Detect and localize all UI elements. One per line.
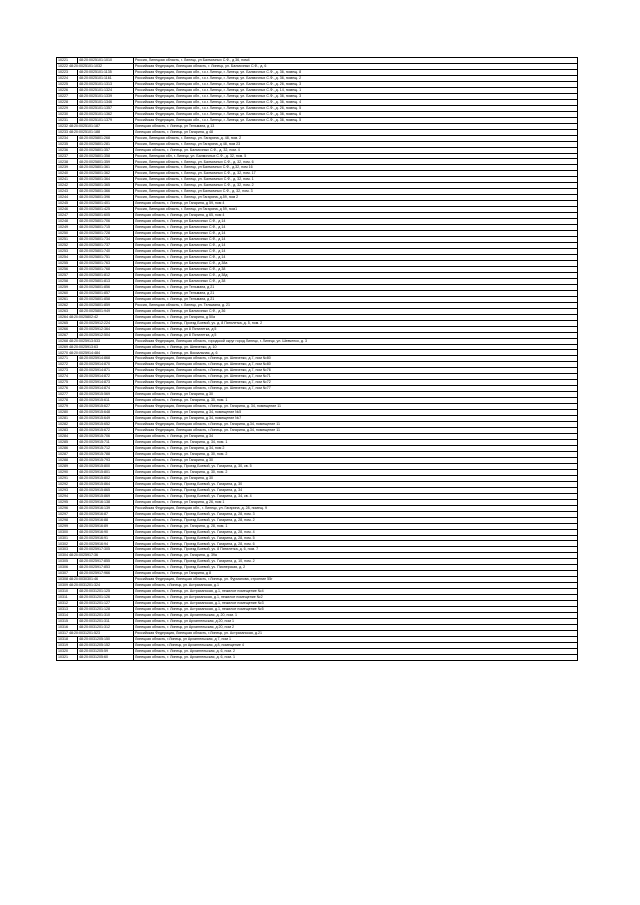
row-number-cell: 10300 bbox=[57, 529, 78, 535]
row-number-cell: 10242 bbox=[57, 183, 78, 189]
cadastral-number-cell: 48:20:0025917:853 bbox=[78, 565, 134, 571]
address-cell: Липецкая область, г. Липецк, Проезд Боевой, уч. Гагарина, д. 30, кв. 5 bbox=[134, 463, 578, 469]
cadastral-number-cell: 48:20:0025801:737 bbox=[78, 243, 134, 249]
row-number-cell: 10254 bbox=[57, 254, 78, 260]
address-cell: Липецкая область, г. Липецк, ул Балмочных С.Ф., д 38 bbox=[134, 278, 578, 284]
cadastral-number-cell: 48:20:0025801:813 bbox=[78, 278, 134, 284]
cadastral-number-cell: 48:20:0025101:1357 bbox=[78, 105, 134, 111]
row-number-cell: 10234 bbox=[57, 135, 78, 141]
address-cell: Россия, Липецкая область, г. Липецк, ул. Балмочных С.Ф., д. 32, пом. 1 bbox=[134, 177, 578, 183]
row-number-cell: 10235 bbox=[57, 141, 78, 147]
cadastral-number-cell: 48:20:0031205:150 bbox=[78, 636, 134, 642]
row-number-cell: 10265 bbox=[57, 320, 78, 326]
row-number-cell: 10295 bbox=[57, 499, 78, 505]
address-cell: Липецкая область, г. Липецк, ул. Гагарина, д. 30, пом. 2 bbox=[134, 469, 578, 475]
cadastral-number-cell: 48:20:0025801:763 bbox=[78, 260, 134, 266]
address-cell: Липецкая область, г.Липецк, ул Архангельская, д 7, пом 1 bbox=[134, 636, 578, 642]
row-number-cell: 10241 bbox=[57, 177, 78, 183]
address-cell: Российская Федерация, Липецкая обл., г.о.г. Липецк, г. Липецк, ул. Балмочных С.Ф., д. 36, помещ. 8 bbox=[134, 69, 578, 75]
cadastral-number-cell: 48:20:0025915:802 bbox=[78, 475, 134, 481]
address-cell: Россия, Липецкая область, г. Липецк, ул. Балмочных С.Ф., д. 32, пом. 2 bbox=[134, 183, 578, 189]
row-number-and-cadastral-cell: 10309 48:20:0031201:324 bbox=[57, 583, 134, 589]
address-cell: Липецкая область, г. Липецк, ул Гагарина, д 30 bbox=[134, 475, 578, 481]
cadastral-number-cell: 48:20:0025914:868 bbox=[78, 356, 134, 362]
address-cell: Российская Федерация, Липецкая обл., г. Липецк, ул. Гагарина, д. 28, помещ. 9 bbox=[134, 505, 578, 511]
cadastral-number-cell: 48:20:0025801:366 bbox=[78, 189, 134, 195]
address-cell: Липецкая область, г. Липецк, Проезд Боевой, уч. д. 8 Пятилетка, д. 5, пом. 2 bbox=[134, 320, 578, 326]
address-cell: Россия, Липецкая область, г. Липецк, ул. Балмочных С.Ф., д. 32, пом. 17 bbox=[134, 171, 578, 177]
address-cell: Российская Федерация, Липецкая обл., г.о.г. Липецк, г. Липецк, ул. Балмочных С.Ф., д. 36, помещ. 6 bbox=[134, 111, 578, 117]
address-cell: Липецкая область, г. Липецк, ул. Гагарина, д. 39а bbox=[134, 553, 578, 559]
row-number-cell: 10278 bbox=[57, 398, 78, 404]
address-cell: Липецкая область, г. Липецк, ул. Шевченко, д. 10 bbox=[134, 344, 578, 350]
cadastral-number-cell: 48:20:0025101:1313 bbox=[78, 81, 134, 87]
cadastral-number-cell: 48:20:0031201:312 bbox=[78, 625, 134, 631]
address-cell: Липецкая область, г. Липецк, Проезд Боевой, уч. 8 Пятилетка, д. 6, пом. 7 bbox=[134, 547, 578, 553]
row-number-cell: 10247 bbox=[57, 213, 78, 219]
table-row bbox=[57, 654, 578, 660]
address-cell: Липецкая область, г. Липецк, ул. Астраханская, д.1, нежилое помещение №4 bbox=[134, 589, 578, 595]
row-number-cell: 10221 bbox=[57, 58, 78, 64]
row-number-cell: 10293 bbox=[57, 487, 78, 493]
cadastral-number-cell: 48:20:0025915:712 bbox=[78, 445, 134, 451]
cadastral-number-cell: 48:20:0025101:1346 bbox=[78, 99, 134, 105]
cadastral-number-cell: 48:20:0025912:504 bbox=[78, 332, 134, 338]
row-number-cell: 10280 bbox=[57, 410, 78, 416]
cadastral-number-cell: 48:20:0025101:1161 bbox=[78, 75, 134, 81]
address-cell: Липецкая область, г. Липецк, ул Балмочных С.Ф., д 14 bbox=[134, 249, 578, 255]
cadastral-number-cell: 48:20:0025801:768 bbox=[78, 266, 134, 272]
row-number-and-cadastral-cell: 10232 48:20:0025101:187 bbox=[57, 123, 134, 129]
row-number-cell: 10275 bbox=[57, 380, 78, 386]
row-number-cell: 10303 bbox=[57, 547, 78, 553]
cadastral-number-cell: 48:20:0025801:949 bbox=[78, 308, 134, 314]
address-cell: Липецкая область, г. Липецк, Проезд Боевой, уч. Гагарина, д. 30 bbox=[134, 481, 578, 487]
row-number-cell: 10319 bbox=[57, 642, 78, 648]
row-number-cell: 10223 bbox=[57, 69, 78, 75]
cadastral-number-cell: 48:20:0025801:359 bbox=[78, 159, 134, 165]
address-cell: Липецкая область, г. Липецк, ул. Гагарина, д. 30, пом. 1 bbox=[134, 398, 578, 404]
cadastral-number-cell: 48:20:0025801:268 bbox=[78, 135, 134, 141]
row-number-cell: 10267 bbox=[57, 332, 78, 338]
cadastral-number-cell: 48:20:0025801:605 bbox=[78, 213, 134, 219]
row-number-and-cadastral-cell: 10269 48:20:0025913:63 bbox=[57, 344, 134, 350]
address-cell: Липецкая область, г. Липецк, ул Балмочных С.Ф., д 14 bbox=[134, 219, 578, 225]
cadastral-number-cell: 48:20:0025801:857 bbox=[78, 290, 134, 296]
cadastral-number-cell: 48:20:0025915:706 bbox=[78, 434, 134, 440]
address-cell: Липецкая область, г. Липецк, ул Тельмана, д 21 bbox=[134, 284, 578, 290]
address-cell: Липецкая область, г. Липецк, ул Балмочных С.Ф., д 38а bbox=[134, 260, 578, 266]
row-number-cell: 10231 bbox=[57, 117, 78, 123]
address-cell: Россия, Липецкая область, г. Липецк, ул Балмочных С.Ф., д.32, пом 16 bbox=[134, 165, 578, 171]
row-number-cell: 10320 bbox=[57, 648, 78, 654]
row-number-cell: 10307 bbox=[57, 571, 78, 577]
cadastral-number-cell: 48:20:0025912:224 bbox=[78, 320, 134, 326]
address-cell: Липецкая область, г. Липецк, ул Балмочных С.Ф., д 14 bbox=[134, 225, 578, 231]
row-number-cell: 10263 bbox=[57, 308, 78, 314]
address-cell: Липецкая область, г. Липецк, ул Гагарина, д 48 bbox=[134, 129, 578, 135]
address-cell: Липецкая область, г. Липецк, ул 8 Пятилетка, д 5 bbox=[134, 332, 578, 338]
address-cell: Российская Федерация, Липецкая обл., г.о.г. Липецк, г. Липецк, ул. Балмочных С.Ф., д. 36, помещ. 2 bbox=[134, 75, 578, 81]
row-number-cell: 10251 bbox=[57, 237, 78, 243]
row-number-cell: 10279 bbox=[57, 404, 78, 410]
address-cell: Липецкая область, г. Липецк, ул Архангельская, д 20, пом 1 bbox=[134, 619, 578, 625]
row-number-cell: 10245 bbox=[57, 201, 78, 207]
address-cell: Россия, Липецкая область, г. Липецк, ул. Гагарина, д. 48, пом. 2 bbox=[134, 135, 578, 141]
row-number-cell: 10258 bbox=[57, 278, 78, 284]
address-cell: Липецкая область, г. Липецк, ул Гагарина, д 8 bbox=[134, 571, 578, 577]
cadastral-number-cell: 48:20:0025916:91 bbox=[78, 535, 134, 541]
address-cell: Липецкая область, г. Липецк, ул. Гагарина, д. 30, пом. 2 bbox=[134, 451, 578, 457]
row-number-cell: 10284 bbox=[57, 434, 78, 440]
address-cell: Липецкая область, г. Липецк, ул Гагарина, д 65, пом 4 bbox=[134, 213, 578, 219]
cadastral-number-cell: 48:20:0025801:365 bbox=[78, 183, 134, 189]
row-number-cell: 10252 bbox=[57, 243, 78, 249]
cadastral-number-cell: 48:20:0025101:1339 bbox=[78, 93, 134, 99]
address-cell: Липецкая область, г. Липецк, ул. Архангельская, д. 6, пом. 2 bbox=[134, 648, 578, 654]
address-cell: Липецкая область, г. Липецк, ул. Вокзальная, д. 6 bbox=[134, 350, 578, 356]
address-cell: Липецкая область, г. Липецк, ул Гагарина, д 30 bbox=[134, 392, 578, 398]
cadastral-number-cell: 48:20:0025916:89 bbox=[78, 523, 134, 529]
row-number-and-cadastral-cell: 10308 48:20:0030301:46 bbox=[57, 577, 134, 583]
address-cell: Российская Федерация, Липецкая область, г.Липецк, ул. Гагарина, д.34, помещение 11 bbox=[134, 422, 578, 428]
address-cell: Российская Федерация, Липецкая область, г.Липецк, ул. Шевченко, д.7, пом №72 bbox=[134, 380, 578, 386]
row-number-cell: 10291 bbox=[57, 475, 78, 481]
row-number-cell: 10290 bbox=[57, 469, 78, 475]
row-number-cell: 10299 bbox=[57, 523, 78, 529]
address-cell: Россия, Липецкая область, г. Липецк, ул Гагарина, д 48, пом 23 bbox=[134, 141, 578, 147]
cadastral-number-cell: 48:20:0031201:128 bbox=[78, 607, 134, 613]
row-number-and-cadastral-cell: 10304 48:20:0025917:36 bbox=[57, 553, 134, 559]
row-number-cell: 10240 bbox=[57, 171, 78, 177]
row-number-and-cadastral-cell: 10222 48:20:0025101:1032 bbox=[57, 63, 134, 69]
address-cell: Липецкая область, г. Липецк, ул Гагарина, д 34, помещение №7 bbox=[134, 416, 578, 422]
cadastral-number-cell: 48:20:0025916:90 bbox=[78, 529, 134, 535]
address-cell: Россия, Липецкая обл, г. Липецк, ул. Балмочных С.Ф., д. 32, пом. 5 bbox=[134, 153, 578, 159]
row-number-cell: 10321 bbox=[57, 654, 78, 660]
row-number-and-cadastral-cell: 10233 48:20:0025101:188 bbox=[57, 129, 134, 135]
cadastral-number-cell: 48:20:0025801:715 bbox=[78, 225, 134, 231]
cadastral-number-cell: 48:20:0025914:874 bbox=[78, 386, 134, 392]
cadastral-number-cell: 48:20:0025915:801 bbox=[78, 469, 134, 475]
address-cell: Россия, Липецкая область, г. Липецк, ул Гагарина, д 59, пом1 bbox=[134, 207, 578, 213]
row-number-cell: 10289 bbox=[57, 463, 78, 469]
address-cell: Липецкая область, г. Липецк, ул Гагарина, д 30 bbox=[134, 457, 578, 463]
row-number-cell: 10316 bbox=[57, 625, 78, 631]
address-cell: Липецкая область, г.Липецк, ул Архангельская, д 8, помещение 4 bbox=[134, 642, 578, 648]
cadastral-number-cell: 48:20:0025917:966 bbox=[78, 571, 134, 577]
cadastral-number-cell: 48:20:0025801:358 bbox=[78, 153, 134, 159]
row-number-cell: 10260 bbox=[57, 290, 78, 296]
address-cell: Россия, Липецкая область, г. Липецк, ул. Тельмана, д. 21 bbox=[134, 302, 578, 308]
cadastral-number-cell: 48:20:0025914:871 bbox=[78, 368, 134, 374]
cadastral-number-cell: 48:20:0025915:865 bbox=[78, 487, 134, 493]
address-cell: Липецкая область, г. Липецк, ул. Астраханская, д.1, нежилое помещение №3 bbox=[134, 601, 578, 607]
cadastral-number-cell: 48:20:0025101:1324 bbox=[78, 87, 134, 93]
row-number-cell: 10310 bbox=[57, 589, 78, 595]
row-number-cell: 10285 bbox=[57, 440, 78, 446]
address-cell: Российская Федерация, Липецкая обл., г.о.г. Липецк, г. Липецк, ул. Балмочных С.Ф., д. 36, помещ. 5 bbox=[134, 117, 578, 123]
cadastral-number-cell: 48:20:0025915:788 bbox=[78, 451, 134, 457]
address-cell: Липецкая область, г. Липецк, ул 8 Пятилетка, д 5 bbox=[134, 326, 578, 332]
address-cell: Липецкая область, г. Липецк, Проезд Боевой, уч. Гагарина, д. 28, пом. 5 bbox=[134, 535, 578, 541]
address-cell: Российская Федерация, Липецкая область, г.Липецк, ул. Гагарина, д.34, помещение 11 bbox=[134, 428, 578, 434]
row-number-cell: 10262 bbox=[57, 302, 78, 308]
row-number-cell: 10257 bbox=[57, 272, 78, 278]
row-number-cell: 10244 bbox=[57, 195, 78, 201]
cadastral-number-cell: 48:20:0025801:706 bbox=[78, 219, 134, 225]
address-cell: Липецкая область, г. Липецк, ул Балмочных С.Ф., д 36 bbox=[134, 308, 578, 314]
cadastral-number-cell: 48:20:0025916:87 bbox=[78, 511, 134, 517]
address-cell: Липецкая область, г. Липецк, ул Гагарина, д 34, помещение №5 bbox=[134, 410, 578, 416]
address-cell: Липецкая область, г. Липецк, ул. Астраханская, д.1, нежилое помещение №5 bbox=[134, 607, 578, 613]
row-number-cell: 10250 bbox=[57, 231, 78, 237]
address-cell: Липецкая область, г. Липецк, ул Гагарина, д 34 bbox=[134, 434, 578, 440]
address-cell: Липецкая область, г. Липецк, Проезд Боевой, уч. Гагарина, д. 28, пом. 3 bbox=[134, 511, 578, 517]
row-number-cell: 10288 bbox=[57, 457, 78, 463]
address-cell: Липецкая область, г. Липецк, Проезд Боевой, уч. Гагарина, д. 34 bbox=[134, 487, 578, 493]
row-number-cell: 10239 bbox=[57, 165, 78, 171]
cadastral-number-cell: 48:20:0031201:127 bbox=[78, 601, 134, 607]
address-cell: Российская Федерация, Липецкая обл., г.о.г. Липецк, г. Липецк, ул. Балмочных С.Ф., д. 26, помещ. 3 bbox=[134, 81, 578, 87]
address-cell: Российская Федерация, Липецкая обл., г.о.г. Липецк, г. Липецк, ул. Балмочных С.Ф., д. 36, помещ. 3 bbox=[134, 93, 578, 99]
cadastral-number-cell: 48:20:0025915:627 bbox=[78, 404, 134, 410]
address-cell: Липецкая область, г. Липецк, ул Гагарина, д 59, пом 4 bbox=[134, 201, 578, 207]
address-cell: Российская Федерация, Липецкая область, г.Липецк, ул. Фурманова, строение 55г bbox=[134, 577, 578, 583]
row-number-cell: 10224 bbox=[57, 75, 78, 81]
address-cell: Липецкая область, г. Липецк, ул Астраханская, д.1, нежилое помещение №2 bbox=[134, 595, 578, 601]
row-number-cell: 10226 bbox=[57, 87, 78, 93]
cadastral-number-cell: 48:20:0025801:858 bbox=[78, 296, 134, 302]
row-number-cell: 10298 bbox=[57, 517, 78, 523]
address-cell: Липецкая область, г. Липецк, ул Гагарина, д 34, пом 2 bbox=[134, 445, 578, 451]
row-number-cell: 10281 bbox=[57, 416, 78, 422]
address-cell: Липецкая область, г. Липецк, Проезд Боевой, уч. Гагарина, д. 28, пом. 4 bbox=[134, 529, 578, 535]
row-number-cell: 10228 bbox=[57, 99, 78, 105]
row-number-cell: 10287 bbox=[57, 451, 78, 457]
cadastral-number-cell: 48:20:0025801:751 bbox=[78, 254, 134, 260]
address-cell: Россия, Липецкая область, г. Липецк, ул Балмочных С.Ф., д 36, пом4 bbox=[134, 58, 578, 64]
address-cell: Липецкая область, г. Липецк, ул. Гагарина, д. 28, пом. 1 bbox=[134, 523, 578, 529]
row-number-cell: 10249 bbox=[57, 225, 78, 231]
cadastral-number-cell: 48:20:0025801:856 bbox=[78, 284, 134, 290]
cadastral-number-cell: 48:20:0025801:728 bbox=[78, 231, 134, 237]
cadastral-number-cell: 48:20:0025915:800 bbox=[78, 463, 134, 469]
address-cell: Российская Федерация, Липецкая обл., г.о.г. Липецк, г. Липецк, ул. Балмочных С.Ф., д. 14, помещ. 1 bbox=[134, 87, 578, 93]
row-number-cell: 10282 bbox=[57, 422, 78, 428]
cadastral-number-cell: 48:20:0025801:362 bbox=[78, 171, 134, 177]
address-cell: Липецкая область, г.Липецк, ул. Астраханская, д.1 bbox=[134, 583, 578, 589]
cadastral-number-cell: 48:20:0025916:88 bbox=[78, 517, 134, 523]
cadastral-number-cell: 48:20:0025914:870 bbox=[78, 362, 134, 368]
address-cell: Липецкая область, г. Липецк, ул. Архангельская, д. 6, пом. 1 bbox=[134, 654, 578, 660]
address-cell: Липецкая область, г. Липецк, ул Балмочных С.Ф., д 38 bbox=[134, 266, 578, 272]
address-cell: Липецкая область, г. Липецк, ул Балмочных С.Ф., д 14 bbox=[134, 243, 578, 249]
row-number-cell: 10273 bbox=[57, 368, 78, 374]
row-number-cell: 10312 bbox=[57, 601, 78, 607]
document-sheet bbox=[56, 57, 577, 661]
address-cell: Липецкая область, г. Липецк, ул. Архангельская, д. 20, пом. 1 bbox=[134, 613, 578, 619]
address-cell: Липецкая область, г. Липецк, ул Гагарина, д 26, пом 1 bbox=[134, 499, 578, 505]
address-cell: Липецкая область, г. Липецк, Проезд Боевой, уч. Гагарина, д. 28, пом. 6 bbox=[134, 541, 578, 547]
cadastral-number-cell: 48:20:0025801:396 bbox=[78, 195, 134, 201]
address-cell: Липецкая область, г. Липецк, ул Архангельская, д 20, пом 2 bbox=[134, 625, 578, 631]
cadastral-number-cell: 48:20:0025914:872 bbox=[78, 374, 134, 380]
row-number-cell: 10230 bbox=[57, 111, 78, 117]
cadastral-number-cell: 48:20:0025916:138 bbox=[78, 499, 134, 505]
row-number-cell: 10277 bbox=[57, 392, 78, 398]
cadastral-number-cell: 48:20:0025915:672 bbox=[78, 428, 134, 434]
cadastral-number-cell: 48:20:0031205:59 bbox=[78, 648, 134, 654]
cadastral-number-cell: 48:20:0025915:648 bbox=[78, 410, 134, 416]
cadastral-number-cell: 48:20:0025801:361 bbox=[78, 165, 134, 171]
cadastral-number-cell: 48:20:0031205:152 bbox=[78, 642, 134, 648]
row-number-and-cadastral-cell: 10270 48:20:0025914:484 bbox=[57, 350, 134, 356]
row-number-cell: 10229 bbox=[57, 105, 78, 111]
row-number-cell: 10271 bbox=[57, 356, 78, 362]
row-number-cell: 10302 bbox=[57, 541, 78, 547]
row-number-cell: 10276 bbox=[57, 386, 78, 392]
cadastral-number-cell: 48:20:0025801:425 bbox=[78, 207, 134, 213]
address-cell: Российская Федерация, Липецкая область, г.Липецк, ул. Гагарина, д. 34, помещение 11 bbox=[134, 404, 578, 410]
cadastral-number-cell: 48:20:0025801:401 bbox=[78, 201, 134, 207]
cadastral-number-cell: 48:20:0025915:652 bbox=[78, 422, 134, 428]
cadastral-number-cell: 48:20:0025801:281 bbox=[78, 141, 134, 147]
address-cell: Российская Федерация, Липецкая область, г.Липецк, ул. Астраханская, д.21 bbox=[134, 631, 578, 637]
row-number-cell: 10283 bbox=[57, 428, 78, 434]
address-cell: Российская Федерация, Липецкая обл., г.о.г. Липецк, г. Липецк, ул. Балмочных С.Ф., д. 36, помещ. 4 bbox=[134, 99, 578, 105]
cadastral-number-cell: 48:20:0025801:859 bbox=[78, 302, 134, 308]
row-number-cell: 10256 bbox=[57, 266, 78, 272]
address-cell: Липецкая область, г. Липецк, Проезд Боевой, уч. Пионерская, д. 2 bbox=[134, 565, 578, 571]
cadastral-number-cell: 48:20:0025101:1135 bbox=[78, 69, 134, 75]
address-cell: Липецкая область, г. Липецк, ул Тельмана, д 13 bbox=[134, 123, 578, 129]
address-cell: Российская Федерация, Липецкая область, г.Липецк, ул. Шевченко, д.7, пом №71 bbox=[134, 374, 578, 380]
row-number-and-cadastral-cell: 10317 48:20:0031201:523 bbox=[57, 631, 134, 637]
row-number-cell: 10272 bbox=[57, 362, 78, 368]
row-number-cell: 10306 bbox=[57, 565, 78, 571]
cadastral-number-cell: 48:20:0025915:711 bbox=[78, 440, 134, 446]
address-cell: Российская Федерация, Липецкая область, г. Липецк, ул. Балмочных С.Ф., д. 6 bbox=[134, 63, 578, 69]
address-cell: Липецкая область, г. Липецк, Проезд Боевой, уч. Гагарина, д. 34, кв. 4 bbox=[134, 493, 578, 499]
address-cell: Российская Федерация, Липецкая область, городской округ город Липецк, г. Липецк, ул. Шевченко, д. 3 bbox=[134, 338, 578, 344]
address-cell: Липецкая область, г. Липецк, ул Балмочных С.Ф., д 14 bbox=[134, 231, 578, 237]
row-number-cell: 10286 bbox=[57, 445, 78, 451]
cadastral-number-cell: 48:20:0025101:1362 bbox=[78, 111, 134, 117]
cadastral-number-cell: 48:20:0025912:364 bbox=[78, 326, 134, 332]
cadastral-number-cell: 48:20:0025801:357 bbox=[78, 147, 134, 153]
row-number-cell: 10253 bbox=[57, 249, 78, 255]
row-number-cell: 10243 bbox=[57, 189, 78, 195]
address-cell: Россия, Липецкая область, г. Липецк, ул Гагарина, д.59, пом 2 bbox=[134, 195, 578, 201]
cadastral-number-cell: 48:20:0031205:60 bbox=[78, 654, 134, 660]
address-cell: Российская Федерация, Липецкая область, г.Липецк, ул. Шевченко, д.7, пом №80 bbox=[134, 362, 578, 368]
cadastral-number-cell: 48:20:0025915:569 bbox=[78, 392, 134, 398]
cadastral-number-cell: 48:20:0031201:125 bbox=[78, 589, 134, 595]
cadastral-number-cell: 48:20:0025915:869 bbox=[78, 493, 134, 499]
row-number-cell: 10236 bbox=[57, 147, 78, 153]
cadastral-number-cell: 48:20:0025914:873 bbox=[78, 380, 134, 386]
row-number-cell: 10314 bbox=[57, 613, 78, 619]
row-number-cell: 10246 bbox=[57, 207, 78, 213]
address-register-table bbox=[56, 57, 578, 661]
cadastral-number-cell: 48:20:0025101:1010 bbox=[78, 58, 134, 64]
row-number-cell: 10248 bbox=[57, 219, 78, 225]
cadastral-number-cell: 48:20:0031201:310 bbox=[78, 613, 134, 619]
row-number-cell: 10311 bbox=[57, 595, 78, 601]
table-body bbox=[57, 58, 578, 661]
row-number-cell: 10274 bbox=[57, 374, 78, 380]
cadastral-number-cell: 48:20:0025801:812 bbox=[78, 272, 134, 278]
address-cell: Липецкая область, г. Липецк, ул Тельмана, д 21 bbox=[134, 290, 578, 296]
address-cell: Липецкая область, г. Липецк, ул Тельмана, д 21 bbox=[134, 296, 578, 302]
cadastral-number-cell: 48:20:0025801:364 bbox=[78, 177, 134, 183]
cadastral-number-cell: 48:20:0025915:649 bbox=[78, 416, 134, 422]
cadastral-number-cell: 48:20:0025915:793 bbox=[78, 457, 134, 463]
cadastral-number-cell: 48:20:0025915:864 bbox=[78, 481, 134, 487]
cadastral-number-cell: 48:20:0031201:311 bbox=[78, 619, 134, 625]
row-number-and-cadastral-cell: 10264 48:20:0025802:42 bbox=[57, 314, 134, 320]
address-cell: Липецкая область, г. Липецк, ул Балмочных С.Ф., д 38д bbox=[134, 272, 578, 278]
address-cell: Российская Федерация, Липецкая область, г.Липецк, ул. Шевченко, д.7, пом №80 bbox=[134, 356, 578, 362]
address-cell: Липецкая область, г. Липецк, ул. Гагарина, д. 34, пом. 1 bbox=[134, 440, 578, 446]
row-number-cell: 10261 bbox=[57, 296, 78, 302]
address-cell: Липецкая область, г. Липецк, ул. Балмочных С.Ф., д. 32, пом. 4 bbox=[134, 147, 578, 153]
row-number-cell: 10238 bbox=[57, 159, 78, 165]
row-number-cell: 10296 bbox=[57, 505, 78, 511]
cadastral-number-cell: 48:20:0025801:734 bbox=[78, 237, 134, 243]
row-number-cell: 10297 bbox=[57, 511, 78, 517]
address-cell: Липецкая область, г. Липецк, ул Балмочных С.Ф., д 14 bbox=[134, 237, 578, 243]
cadastral-number-cell: 48:20:0025101:1379 bbox=[78, 117, 134, 123]
row-number-and-cadastral-cell: 10268 48:20:0025913:533 bbox=[57, 338, 134, 344]
row-number-cell: 10305 bbox=[57, 559, 78, 565]
address-cell: Липецкая область, г. Липецк, Проезд Боевой, уч. Гагарина, д. 28, пом. 2 bbox=[134, 517, 578, 523]
row-number-cell: 10313 bbox=[57, 607, 78, 613]
address-cell: Российская Федерация, Липецкая обл., г.о.г. Липецк, г. Липецк, ул. Балмочных С.Ф., д. 26, помещ. 5 bbox=[134, 105, 578, 111]
address-cell: Россия, Липецкая область, г. Липецк, ул Балмочных С.Ф., д. 32, пом. 3 bbox=[134, 189, 578, 195]
address-cell: Россия, Липецкая область, г. Липецк, ул. Балмочных С.Ф., д. 32, пом. 6 bbox=[134, 159, 578, 165]
cadastral-number-cell: 48:20:0025915:611 bbox=[78, 398, 134, 404]
row-number-cell: 10294 bbox=[57, 493, 78, 499]
cadastral-number-cell: 48:20:0025916:139 bbox=[78, 505, 134, 511]
row-number-cell: 10292 bbox=[57, 481, 78, 487]
address-cell: Липецкая область, г. Липецк, ул Гагарина, д 50а bbox=[134, 314, 578, 320]
address-cell: Российская Федерация, Липецкая область, г.Липецк, ул. Шевченко, д.7, пом №76 bbox=[134, 368, 578, 374]
row-number-cell: 10266 bbox=[57, 326, 78, 332]
address-cell: Российская Федерация, Липецкая область, г.Липецк, ул. Шевченко, д.7, пом №77 bbox=[134, 386, 578, 392]
row-number-cell: 10255 bbox=[57, 260, 78, 266]
cadastral-number-cell: 48:20:0031201:126 bbox=[78, 595, 134, 601]
cadastral-number-cell: 48:20:0025917:855 bbox=[78, 559, 134, 565]
cadastral-number-cell: 48:20:0025801:740 bbox=[78, 249, 134, 255]
row-number-cell: 10225 bbox=[57, 81, 78, 87]
address-cell: Липецкая область, г. Липецк, Проезд Боевой, уч. Гагарина, д. 10, пом. 2 bbox=[134, 559, 578, 565]
row-number-cell: 10227 bbox=[57, 93, 78, 99]
row-number-cell: 10301 bbox=[57, 535, 78, 541]
cadastral-number-cell: 48:20:0025916:94 bbox=[78, 541, 134, 547]
address-cell: Липецкая область, г. Липецк, ул Балмочных С.Ф., д 14 bbox=[134, 254, 578, 260]
row-number-cell: 10237 bbox=[57, 153, 78, 159]
cadastral-number-cell: 48:20:0025917:305 bbox=[78, 547, 134, 553]
row-number-cell: 10318 bbox=[57, 636, 78, 642]
row-number-cell: 10259 bbox=[57, 284, 78, 290]
row-number-cell: 10315 bbox=[57, 619, 78, 625]
